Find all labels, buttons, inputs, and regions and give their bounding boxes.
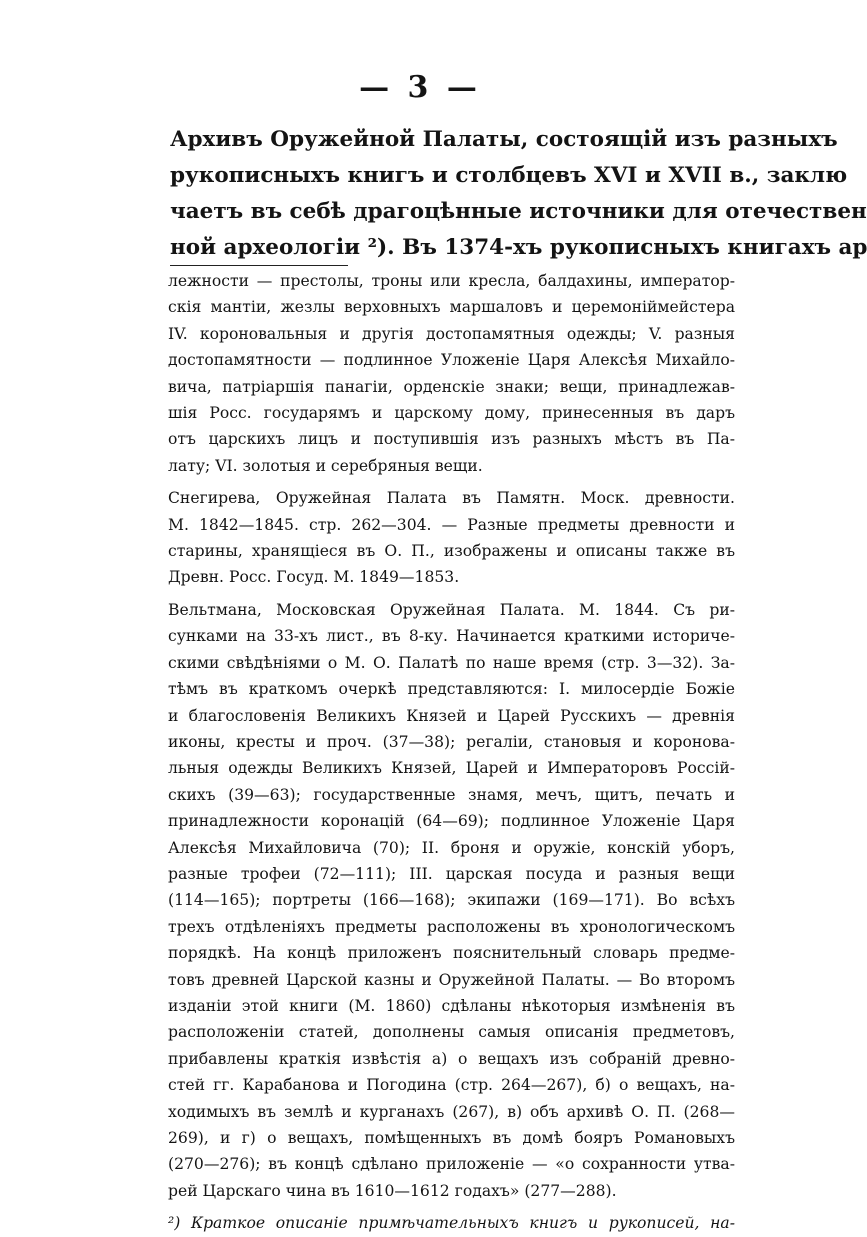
footnote-line: отъ царскихъ лицъ и поступившія изъ разныхъ мѣстъ въ Па- — [168, 430, 735, 449]
footnote-line: IV. короновальныя и другія достопамятныя одежды; V. разныя — [168, 324, 735, 343]
footnote-line: скими свѣдѣніями о М. О. Палатѣ по наше время (стр. 3—32). За- — [168, 653, 735, 672]
footnote-line: Вельтмана, Московская Оружейная Палата. М. 1844. Съ ри- — [168, 600, 735, 619]
footnote-line: сунками на 33-хъ лист., въ 8-ку. Начинается краткими историче- — [168, 627, 735, 646]
main-line: чаетъ въ себѣ драгоцѣнные источники для отечествен — [170, 199, 867, 224]
footnote-line: (270—276); въ концѣ сдѣлано приложеніе — «о сохранности утва- — [168, 1155, 735, 1174]
footnote-line: старины, хранящіеся въ О. П., изображены и описаны также въ — [168, 542, 735, 561]
footnote-line: достопамятности — подлинное Уложеніе Царя Алексѣя Михайло- — [168, 351, 735, 370]
footnote-line: принадлежности коронацій (64—69); подлинное Уложеніе Царя — [168, 812, 735, 831]
footnote-line: шія Росс. государямъ и царскому дому, принесенныя въ даръ — [168, 404, 735, 423]
footnote-block-snegirev — [168, 485, 735, 591]
footnote-line: рей Царскаго чина въ 1610—1612 годахъ» (277—288). — [168, 1181, 617, 1200]
footnotes — [168, 268, 735, 1237]
footnote-line: Алексѣя Михайловича (70); II. броня и оружіе, конскій уборъ, — [168, 838, 735, 857]
footnote-line: скихъ (39—63); государственные знамя, мечъ, щитъ, печать и — [168, 785, 735, 804]
footnote-line: льныя одежды Великихъ Князей, Царей и Императоровъ Россій- — [168, 759, 735, 778]
footnote-line: прибавлены краткія извѣстія а) о вещахъ изъ собраній древно- — [168, 1049, 735, 1068]
main-line: Архивъ Оружейной Палаты, состоящій изъ разныхъ — [170, 127, 838, 152]
footnote-separator — [170, 265, 348, 266]
footnote-line: изданіи этой книги (М. 1860) сдѣланы нѣкоторыя измѣненія въ — [168, 996, 735, 1015]
footnote-line: иконы, кресты и проч. (37—38); регаліи, становыя и коронова- — [168, 732, 735, 751]
footnote-line: порядкѣ. На концѣ приложенъ пояснительный словарь предме- — [168, 944, 735, 963]
footnote-line: расположеніи статей, дополнены самыя описанія предметовъ, — [168, 1023, 735, 1042]
footnote-2-line: ²) Краткое описаніе примѣчательныхъ книгъ и рукописей, на- — [168, 1214, 735, 1233]
footnote-line: М. 1842—1845. стр. 262—304. — Разные предметы древности и — [168, 515, 735, 534]
footnote-block-inventory — [168, 268, 735, 479]
footnote-line: Древн. Росс. Госуд. М. 1849—1853. — [168, 568, 460, 587]
footnote-line: скія мантіи, жезлы верховныхъ маршаловъ и церемоніймейстера — [168, 298, 735, 317]
footnote-line: 269), и г) о вещахъ, помѣщенныхъ въ домѣ бояръ Романовыхъ — [168, 1129, 735, 1147]
footnote-block-veltman — [168, 597, 735, 1204]
footnote-line: лату; VI. золотыя и серебряныя вещи. — [168, 456, 483, 475]
footnote-line: (114—165); портреты (166—168); экипажи (169—171). Во всѣхъ — [168, 891, 735, 910]
footnote-line: товъ древней Царской казны и Оружейной Палаты. — Во второмъ — [168, 970, 735, 989]
footnote-line: тѣмъ въ краткомъ очеркѣ представляются: I. милосердіе Божіе — [168, 680, 735, 699]
main-paragraph — [170, 122, 867, 266]
main-line: ной археологіи ²). Въ 1374-хъ рукописныхъ книгахъ ар — [170, 235, 867, 260]
footnote-line: вича, патріаршія панагіи, орденскіе знаки; вещи, принадлежав- — [168, 377, 735, 396]
footnote-line: и благословенія Великихъ Князей и Царей Русскихъ — древнія — [168, 706, 735, 725]
footnote-line: лежности — престолы, троны или кресла, балдахины, император- — [168, 272, 735, 290]
footnote-line: стей гг. Карабанова и Погодина (стр. 264—267), б) о вещахъ, на- — [168, 1076, 735, 1095]
footnote-line: трехъ отдѣленіяхъ предметы расположены въ хронологическомъ — [168, 917, 735, 936]
footnote-line: Снегирева, Оружейная Палата въ Памятн. Моск. древности. — [168, 489, 735, 508]
footnote-line: разные трофеи (72—111); III. царская посуда и разныя вещи — [168, 864, 735, 883]
main-line: рукописныхъ книгъ и столбцевъ XVI и XVII в., заклю — [170, 163, 848, 188]
footnote-line: ходимыхъ въ землѣ и курганахъ (267), в) объ архивѣ О. П. (268— — [168, 1102, 735, 1121]
page-number: — 3 — — [359, 70, 481, 105]
